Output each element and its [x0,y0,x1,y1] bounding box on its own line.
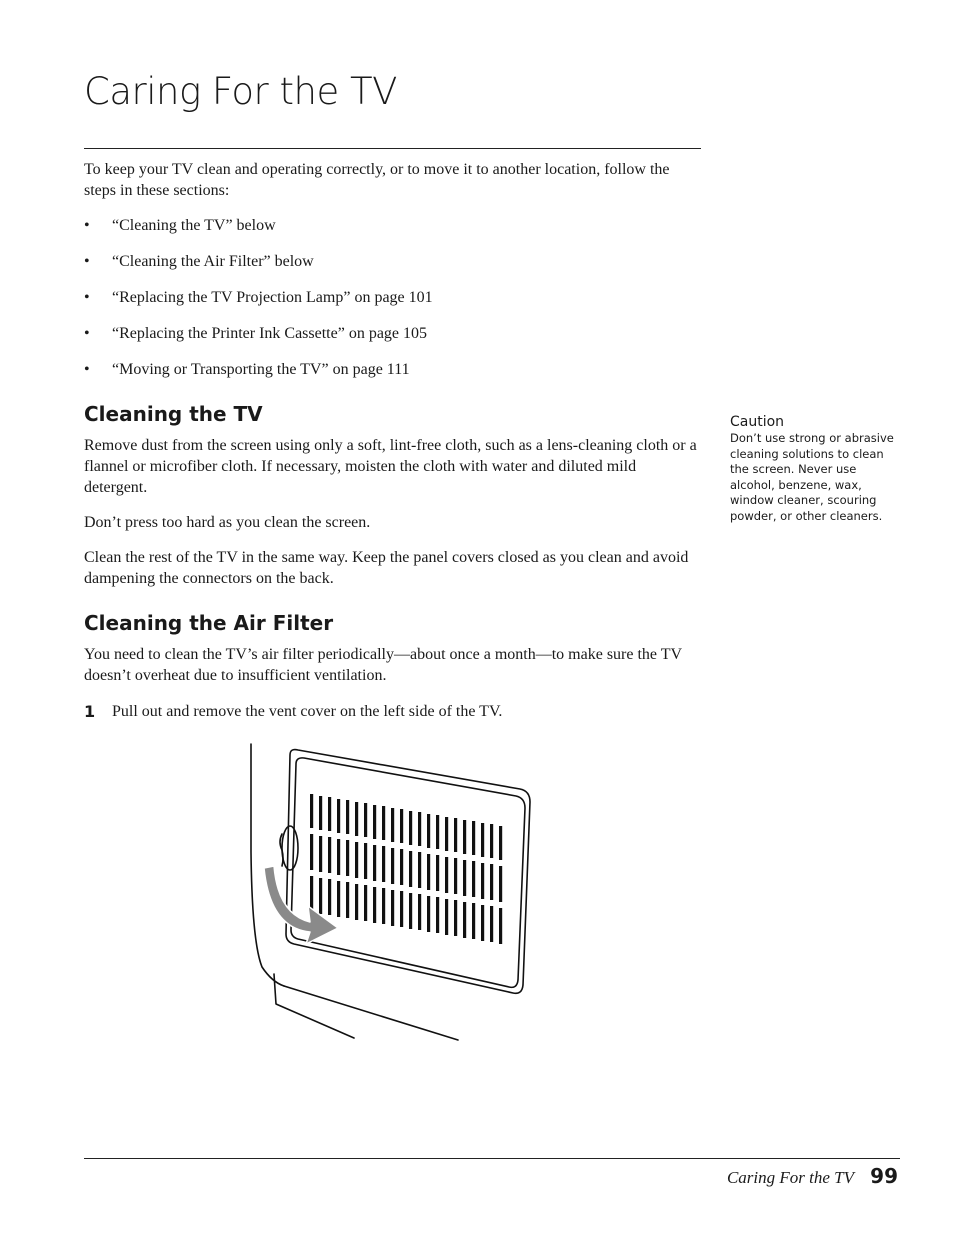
vent-cover-front [291,758,525,987]
list-item-text: “Cleaning the Air Filter” below [112,253,314,270]
bullet-marker: • [84,289,90,306]
caution-body: Don’t use strong or abrasive cleaning solutions to clean the screen. Never use alcohol, benzene, wax, window cleaner, scouring powder, or other cleaners. [730,431,894,523]
list-item-text: “Cleaning the TV” below [112,217,276,234]
cleaning-tv-paragraph-1: Remove dust from the screen using only a soft, lint-free cloth, such as a lens-cleaning cloth or a flannel or microfiber cloth. If necessary, moisten the cloth with water and diluted mild detergent. [84,437,697,496]
intro-paragraph: To keep your TV clean and operating correctly, or to move it to another location, follow the steps in these sections: [84,161,670,199]
section-heading-air-filter: Cleaning the Air Filter [84,611,334,635]
list-item-text: “Moving or Transporting the TV” on page 111 [112,361,410,378]
footer-section-label: Caring For the TV [726,1168,854,1187]
list-item-text: “Replacing the Printer Ink Cassette” on page 105 [112,325,428,342]
title-divider [84,148,701,149]
bullet-marker: • [84,325,90,342]
list-item-text: “Replacing the TV Projection Lamp” on page 101 [112,289,433,306]
cleaning-tv-paragraph-3: Clean the rest of the TV in the same way. Keep the panel covers closed as you clean and avoid dampening the connectors on the back. [84,549,689,587]
bullet-marker: • [84,361,90,378]
caution-sidebar [730,413,900,525]
page-title: Caring For the TV [84,70,397,113]
step-number: 1 [84,702,96,721]
caution-title: Caution [730,414,785,430]
step-text: Pull out and remove the vent cover on the left side of the TV. [112,703,503,720]
cleaning-tv-paragraph-2: Don’t press too hard as you clean the screen. [84,514,371,531]
bullet-marker: • [84,217,90,234]
tv-side-edge [251,744,284,986]
tv-base-line [284,986,458,1040]
footer-divider [84,1158,900,1159]
vent-cover-illustration [248,742,538,1042]
bullet-marker: • [84,253,90,270]
section-heading-cleaning-tv: Cleaning the TV [84,402,263,426]
tv-base-line [274,974,354,1038]
page-number: 99 [870,1164,898,1188]
air-filter-paragraph: You need to clean the TV’s air filter periodically—about once a month—to make sure the TV doesn’t overheat due to insufficient ventilation. [84,646,682,684]
